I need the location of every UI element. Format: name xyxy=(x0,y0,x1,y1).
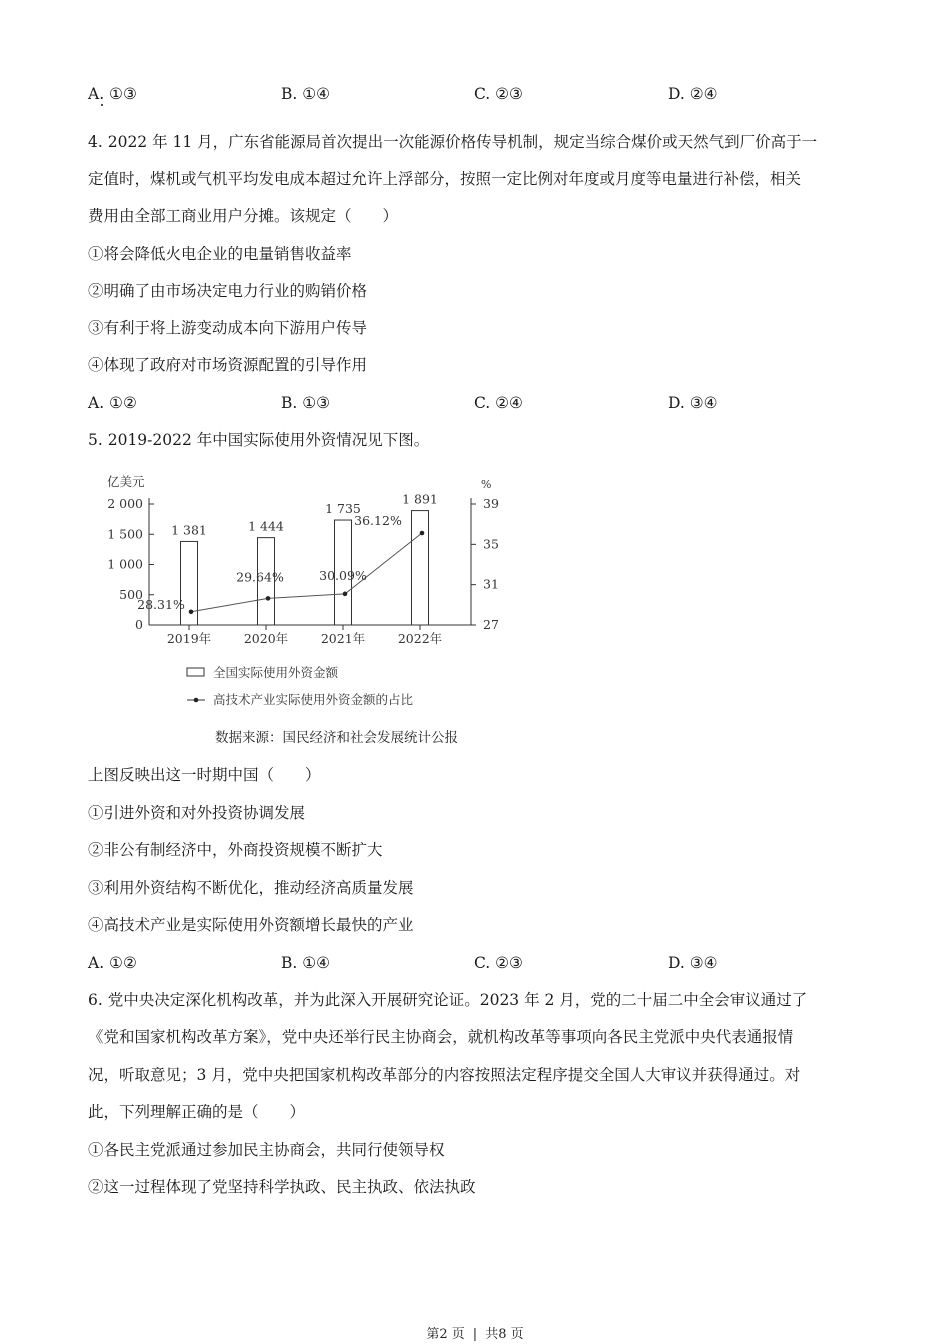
q4-item-4: ④体现了政府对市场资源配置的引导作用 xyxy=(88,356,368,374)
chart-source: 数据来源：国民经济和社会发展统计公报 xyxy=(215,730,458,746)
share-value-label: 29.64% xyxy=(236,569,284,585)
q6-item-2: ②这一过程体现了党坚持科学执政、民主执政、依法执政 xyxy=(88,1178,476,1196)
q5-stem: 5. 2019-2022 年中国实际使用外资情况见下图。 xyxy=(88,431,430,449)
bar-value-label: 1 735 xyxy=(325,501,361,517)
q5-question: 上图反映出这一时期中国（ ） xyxy=(88,766,321,784)
bar-2022年 xyxy=(412,511,429,625)
q5-item-2: ②非公有制经济中，外商投资规模不断扩大 xyxy=(88,841,383,859)
page-footer xyxy=(0,1323,950,1342)
q4-option-c: C. ②④ xyxy=(474,394,523,412)
legend-line-label: 高技术产业实际使用外资金额的占比 xyxy=(213,692,414,707)
q3-option-d: D. ②④ xyxy=(668,85,718,103)
x-tick-label: 2021年 xyxy=(320,631,366,646)
chart-bars xyxy=(171,492,438,625)
left-tick-label: 0 xyxy=(135,617,143,632)
q4-stem-line-2: 定值时，煤机或气机平均发电成本超过允许上浮部分，按照一定比例对年度或月度等电量进行补偿，相关 xyxy=(88,170,802,188)
legend-line-marker xyxy=(194,698,199,703)
page-total: 共8 页 xyxy=(485,1327,524,1342)
footer-separator: | xyxy=(472,1327,478,1342)
chart-axes xyxy=(107,474,499,646)
q5-option-a: A. ①② xyxy=(88,954,137,972)
q4-item-3: ③有利于将上游变动成本向下游用户传导 xyxy=(88,319,368,337)
q6-stem-line-3: 况，听取意见；3 月，党中央把国家机构改革部分的内容按照法定程序提交全国人大审议并获得通过。对 xyxy=(88,1066,801,1084)
q4-item-1: ①将会降低火电企业的电量销售收益率 xyxy=(88,245,352,263)
q4-option-a: A. ①② xyxy=(88,394,137,412)
q5-item-3: ③利用外资结构不断优化，推动经济高质量发展 xyxy=(88,879,414,897)
q6-stem-line-4: 此，下列理解正确的是（ ） xyxy=(88,1103,306,1121)
q4-item-2: ②明确了由市场决定电力行业的购销价格 xyxy=(88,282,368,300)
share-line-path xyxy=(191,533,422,612)
legend-bar-label: 全国实际使用外资金额 xyxy=(213,665,339,680)
q5-option-c: C. ②③ xyxy=(474,954,523,972)
bar-value-label: 1 444 xyxy=(248,518,284,534)
right-tick-label: 39 xyxy=(483,496,499,511)
q4-option-d: D. ③④ xyxy=(668,394,718,412)
share-point xyxy=(189,609,194,614)
right-tick-label: 35 xyxy=(483,536,499,552)
right-tick-label: 27 xyxy=(483,617,499,632)
share-value-label: 30.09% xyxy=(319,567,367,583)
right-axis-title: % xyxy=(481,478,492,491)
left-tick-label: 2 000 xyxy=(107,496,143,511)
q3-option-b: B. ①④ xyxy=(281,85,331,103)
share-value-label: 28.31% xyxy=(137,596,185,612)
q5-item-1: ①引进外资和对外投资协调发展 xyxy=(88,804,306,822)
bar-value-label: 1 891 xyxy=(402,491,438,507)
share-point xyxy=(343,592,348,597)
share-point xyxy=(420,531,425,536)
q4-option-b: B. ①③ xyxy=(281,394,331,412)
q6-stem-line-1: 6. 党中央决定深化机构改革，并为此深入开展研究论证。2023 年 2 月，党的二十届二中全会审议通过了 xyxy=(88,991,808,1009)
left-tick-label: 1 000 xyxy=(107,556,143,572)
q5-item-4: ④高技术产业是实际使用外资额增长最快的产业 xyxy=(88,916,414,934)
page-number: 第2 页 xyxy=(426,1327,465,1342)
left-axis-title: 亿美元 xyxy=(107,474,145,489)
chart-legend xyxy=(187,665,458,746)
stray-dot-mark xyxy=(101,104,103,106)
q5-option-d: D. ③④ xyxy=(668,954,718,972)
share-value-label: 36.12% xyxy=(354,513,402,529)
q3-option-a: A. ①③ xyxy=(88,85,137,103)
right-tick-label: 31 xyxy=(483,576,499,592)
q3-option-c: C. ②③ xyxy=(474,85,523,103)
q5-option-b: B. ①④ xyxy=(281,954,331,972)
x-tick-label: 2020年 xyxy=(243,631,289,646)
x-tick-label: 2022年 xyxy=(397,631,443,646)
bar-value-label: 1 381 xyxy=(171,522,207,538)
legend-bar-swatch xyxy=(187,668,204,676)
q6-stem-line-2: 《党和国家机构改革方案》，党中央还举行民主协商会，就机构改革等事项向各民主党派中央代表通报情 xyxy=(88,1028,794,1046)
foreign-investment-chart xyxy=(95,470,535,760)
share-point xyxy=(266,596,271,601)
x-tick-label: 2019年 xyxy=(166,631,212,646)
left-tick-label: 500 xyxy=(119,586,143,602)
q4-stem-line-1: 4. 2022 年 11 月，广东省能源局首次提出一次能源价格传导机制，规定当综合煤价或天然气到厂价高于一 xyxy=(88,133,818,151)
q6-item-1: ①各民主党派通过参加民主协商会，共同行使领导权 xyxy=(88,1141,445,1159)
q4-stem-line-3: 费用由全部工商业用户分摊。该规定（ ） xyxy=(88,207,399,225)
left-tick-label: 1 500 xyxy=(107,526,143,542)
